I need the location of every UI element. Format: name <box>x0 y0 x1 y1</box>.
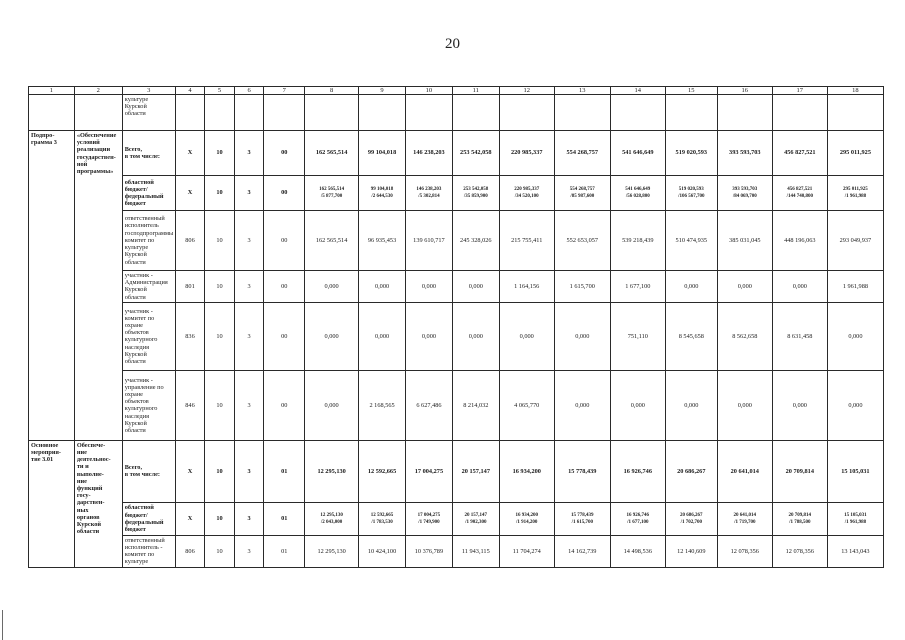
amount-col-9: 99 104,018 /2 644,530 <box>359 176 406 211</box>
row-label: Всего, в том числе: <box>122 440 175 502</box>
amount-col-8: 12 295,130 <box>305 440 359 502</box>
amount-col-13: 15 778,439 /1 615,700 <box>554 502 610 535</box>
amount-col-11: 8 214,032 <box>452 370 499 440</box>
cell-empty <box>175 95 205 131</box>
amount-col-12: 1 164,156 <box>499 271 554 303</box>
cell-empty <box>499 95 554 131</box>
amount-col-9: 2 168,565 <box>359 370 406 440</box>
column-number-17: 17 <box>772 87 827 95</box>
amount-col-15: 12 140,609 <box>665 535 717 567</box>
code-6: 3 <box>234 370 264 440</box>
amount-col-8: 0,000 <box>305 370 359 440</box>
code-4: Х <box>175 502 205 535</box>
code-4: 836 <box>175 302 205 370</box>
amount-col-18: 293 049,937 <box>827 211 883 271</box>
code-6: 3 <box>234 440 264 502</box>
row-label: Всего, в том числе: <box>122 131 175 176</box>
amount-col-14: 539 218,439 <box>610 211 665 271</box>
amount-col-9: 99 104,018 <box>359 131 406 176</box>
amount-col-11: 20 157,147 /1 902,300 <box>452 502 499 535</box>
activity-3-01-row <box>29 440 884 502</box>
cell-empty <box>405 95 452 131</box>
amount-col-8: 162 565,514 /5 877,700 <box>305 176 359 211</box>
amount-col-17: 8 631,458 <box>772 302 827 370</box>
amount-col-17: 12 078,356 <box>772 535 827 567</box>
amount-col-13: 14 162,739 <box>554 535 610 567</box>
code-4: Х <box>175 440 205 502</box>
amount-col-18: 0,000 <box>827 370 883 440</box>
amount-col-16: 385 031,045 <box>717 211 772 271</box>
code-5: 10 <box>205 211 235 271</box>
amount-col-13: 0,000 <box>554 370 610 440</box>
cell-empty <box>452 95 499 131</box>
column-number-6: 6 <box>234 87 264 95</box>
cell-empty <box>717 95 772 131</box>
amount-col-16: 20 641,014 /1 719,700 <box>717 502 772 535</box>
amount-col-16: 20 641,014 <box>717 440 772 502</box>
code-7: 01 <box>264 440 305 502</box>
cell-empty <box>29 95 75 131</box>
code-5: 10 <box>205 302 235 370</box>
subprogram-3-name: Подпро- грамма 3 <box>29 131 75 441</box>
code-4: 806 <box>175 535 205 567</box>
subprogram-3-row <box>29 302 884 370</box>
amount-col-9: 12 592,665 /1 783,530 <box>359 502 406 535</box>
amount-col-13: 554 268,757 /85 987,600 <box>554 176 610 211</box>
subprogram-3-row <box>29 131 884 176</box>
amount-col-12: 0,000 <box>499 302 554 370</box>
code-5: 10 <box>205 131 235 176</box>
code-6: 3 <box>234 535 264 567</box>
column-number-4: 4 <box>175 87 205 95</box>
code-4: 801 <box>175 271 205 303</box>
amount-col-16: 0,000 <box>717 271 772 303</box>
row-label: областной бюджет/ федеральный бюджет <box>122 176 175 211</box>
row-label: участник - комитет по охране объектов культурного наследия Курской области <box>122 302 175 370</box>
cell-empty <box>554 95 610 131</box>
amount-col-10: 10 376,789 <box>405 535 452 567</box>
margin-line <box>2 610 3 640</box>
cell-empty <box>359 95 406 131</box>
amount-col-8: 12 295,130 <box>305 535 359 567</box>
amount-col-8: 162 565,514 <box>305 131 359 176</box>
amount-col-9: 10 424,100 <box>359 535 406 567</box>
amount-col-10: 146 238,203 <box>405 131 452 176</box>
code-5: 10 <box>205 271 235 303</box>
code-6: 3 <box>234 271 264 303</box>
column-number-9: 9 <box>359 87 406 95</box>
header-row <box>29 87 884 95</box>
amount-col-15: 0,000 <box>665 271 717 303</box>
amount-col-14: 14 498,536 <box>610 535 665 567</box>
amount-col-15: 519 020,593 /106 567,700 <box>665 176 717 211</box>
amount-col-18: 0,000 <box>827 302 883 370</box>
amount-col-8: 162 565,514 <box>305 211 359 271</box>
amount-col-13: 15 778,439 <box>554 440 610 502</box>
amount-col-16: 8 562,658 <box>717 302 772 370</box>
subprogram-3-title: «Обеспечение условий реализации государствен- ной программы» <box>74 131 122 441</box>
amount-col-8: 12 295,130 /2 043,000 <box>305 502 359 535</box>
column-number-16: 16 <box>717 87 772 95</box>
amount-col-11: 0,000 <box>452 302 499 370</box>
amount-col-15: 510 474,935 <box>665 211 717 271</box>
subprogram-3-row <box>29 370 884 440</box>
code-7: 00 <box>264 370 305 440</box>
code-4: 806 <box>175 211 205 271</box>
amount-col-17: 20 709,814 <box>772 440 827 502</box>
page-number: 20 <box>445 36 460 52</box>
amount-col-9: 96 935,453 <box>359 211 406 271</box>
subprogram-3-row <box>29 211 884 271</box>
column-number-18: 18 <box>827 87 883 95</box>
code-7: 01 <box>264 502 305 535</box>
amount-col-12: 16 934,200 /1 914,200 <box>499 502 554 535</box>
activity-3-01-row <box>29 502 884 535</box>
amount-col-14: 16 926,746 <box>610 440 665 502</box>
amount-col-14: 1 677,100 <box>610 271 665 303</box>
amount-col-18: 15 105,031 <box>827 440 883 502</box>
amount-col-16: 0,000 <box>717 370 772 440</box>
activity-3-01-title: Обеспече- ние деятельнос- ти и выполне- ние функций госу- дарствен- ных органов Курской области <box>74 440 122 567</box>
amount-col-13: 1 615,700 <box>554 271 610 303</box>
code-6: 3 <box>234 176 264 211</box>
amount-col-9: 0,000 <box>359 302 406 370</box>
code-7: 00 <box>264 302 305 370</box>
amount-col-17: 0,000 <box>772 370 827 440</box>
code-5: 10 <box>205 370 235 440</box>
amount-col-10: 139 610,717 <box>405 211 452 271</box>
amount-col-8: 0,000 <box>305 271 359 303</box>
column-number-10: 10 <box>405 87 452 95</box>
amount-col-12: 215 755,411 <box>499 211 554 271</box>
amount-col-17: 456 827,521 /144 740,800 <box>772 176 827 211</box>
column-number-15: 15 <box>665 87 717 95</box>
cell-empty <box>665 95 717 131</box>
continuation-row <box>29 95 884 131</box>
column-number-11: 11 <box>452 87 499 95</box>
column-number-12: 12 <box>499 87 554 95</box>
cell-empty <box>74 95 122 131</box>
amount-col-12: 220 985,337 <box>499 131 554 176</box>
cell-empty <box>772 95 827 131</box>
amount-col-16: 12 078,356 <box>717 535 772 567</box>
cell-empty <box>264 95 305 131</box>
amount-col-13: 554 268,757 <box>554 131 610 176</box>
row-label: ответственный исполнитель господпрограммы комитет по культуре Курской области <box>122 211 175 271</box>
column-number-1: 1 <box>29 87 75 95</box>
amount-col-15: 20 686,267 <box>665 440 717 502</box>
amount-col-14: 16 926,746 /1 677,100 <box>610 502 665 535</box>
amount-col-18: 15 105,031 /1 961,988 <box>827 502 883 535</box>
code-7: 00 <box>264 176 305 211</box>
amount-col-17: 20 709,814 /1 788,500 <box>772 502 827 535</box>
code-4: Х <box>175 176 205 211</box>
amount-col-11: 253 542,058 <box>452 131 499 176</box>
subprogram-3-row <box>29 176 884 211</box>
code-7: 00 <box>264 131 305 176</box>
amount-col-17: 448 196,063 <box>772 211 827 271</box>
amount-col-11: 20 157,147 <box>452 440 499 502</box>
amount-col-11: 245 328,026 <box>452 211 499 271</box>
budget-table <box>28 86 884 568</box>
amount-col-10: 0,000 <box>405 302 452 370</box>
code-6: 3 <box>234 302 264 370</box>
amount-col-11: 253 542,058 /35 859,900 <box>452 176 499 211</box>
activity-3-01-name: Основное мероприя- тие 3.01 <box>29 440 75 567</box>
code-4: 846 <box>175 370 205 440</box>
column-number-7: 7 <box>264 87 305 95</box>
code-5: 10 <box>205 502 235 535</box>
cell-empty <box>610 95 665 131</box>
amount-col-15: 20 686,267 /1 702,700 <box>665 502 717 535</box>
amount-col-17: 0,000 <box>772 271 827 303</box>
cell-empty <box>234 95 264 131</box>
amount-col-14: 541 646,649 <box>610 131 665 176</box>
amount-col-13: 552 653,057 <box>554 211 610 271</box>
column-number-2: 2 <box>74 87 122 95</box>
code-4: Х <box>175 131 205 176</box>
code-5: 10 <box>205 440 235 502</box>
continuation-label: культуре Курской области <box>122 95 175 131</box>
amount-col-13: 0,000 <box>554 302 610 370</box>
column-number-13: 13 <box>554 87 610 95</box>
cell-empty <box>827 95 883 131</box>
amount-col-16: 393 593,703 /84 069,700 <box>717 176 772 211</box>
table-body <box>29 87 884 568</box>
amount-col-11: 11 943,115 <box>452 535 499 567</box>
amount-col-16: 393 593,703 <box>717 131 772 176</box>
amount-col-12: 16 934,200 <box>499 440 554 502</box>
amount-col-12: 4 065,770 <box>499 370 554 440</box>
amount-col-18: 295 011,925 <box>827 131 883 176</box>
amount-col-12: 11 704,274 <box>499 535 554 567</box>
amount-col-9: 12 592,665 <box>359 440 406 502</box>
amount-col-10: 17 004,275 /1 749,900 <box>405 502 452 535</box>
amount-col-18: 1 961,988 <box>827 271 883 303</box>
code-7: 00 <box>264 211 305 271</box>
row-label: участник - Администрация Курской области <box>122 271 175 303</box>
amount-col-10: 0,000 <box>405 271 452 303</box>
amount-col-14: 751,110 <box>610 302 665 370</box>
column-number-14: 14 <box>610 87 665 95</box>
amount-col-18: 13 143,043 <box>827 535 883 567</box>
row-label: ответственный исполнитель - комитет по культуре <box>122 535 175 567</box>
code-7: 01 <box>264 535 305 567</box>
amount-col-18: 295 011,925 /1 961,988 <box>827 176 883 211</box>
row-label: участник - управление по охране объектов культурного наследия Курской области <box>122 370 175 440</box>
column-number-5: 5 <box>205 87 235 95</box>
column-number-8: 8 <box>305 87 359 95</box>
row-label: областной бюджет/ федеральный бюджет <box>122 502 175 535</box>
amount-col-14: 0,000 <box>610 370 665 440</box>
amount-col-10: 6 627,486 <box>405 370 452 440</box>
amount-col-12: 220 985,337 /34 520,100 <box>499 176 554 211</box>
cell-empty <box>205 95 235 131</box>
amount-col-9: 0,000 <box>359 271 406 303</box>
amount-col-10: 17 004,275 <box>405 440 452 502</box>
amount-col-10: 146 238,203 /5 302,814 <box>405 176 452 211</box>
amount-col-15: 8 545,658 <box>665 302 717 370</box>
subprogram-3-row <box>29 271 884 303</box>
code-7: 00 <box>264 271 305 303</box>
amount-col-15: 0,000 <box>665 370 717 440</box>
amount-col-15: 519 020,593 <box>665 131 717 176</box>
amount-col-17: 456 827,521 <box>772 131 827 176</box>
amount-col-11: 0,000 <box>452 271 499 303</box>
code-6: 3 <box>234 131 264 176</box>
amount-col-8: 0,000 <box>305 302 359 370</box>
activity-3-01-row <box>29 535 884 567</box>
code-5: 10 <box>205 176 235 211</box>
code-5: 10 <box>205 535 235 567</box>
code-6: 3 <box>234 211 264 271</box>
column-number-3: 3 <box>122 87 175 95</box>
cell-empty <box>305 95 359 131</box>
code-6: 3 <box>234 502 264 535</box>
amount-col-14: 541 646,649 /56 028,800 <box>610 176 665 211</box>
